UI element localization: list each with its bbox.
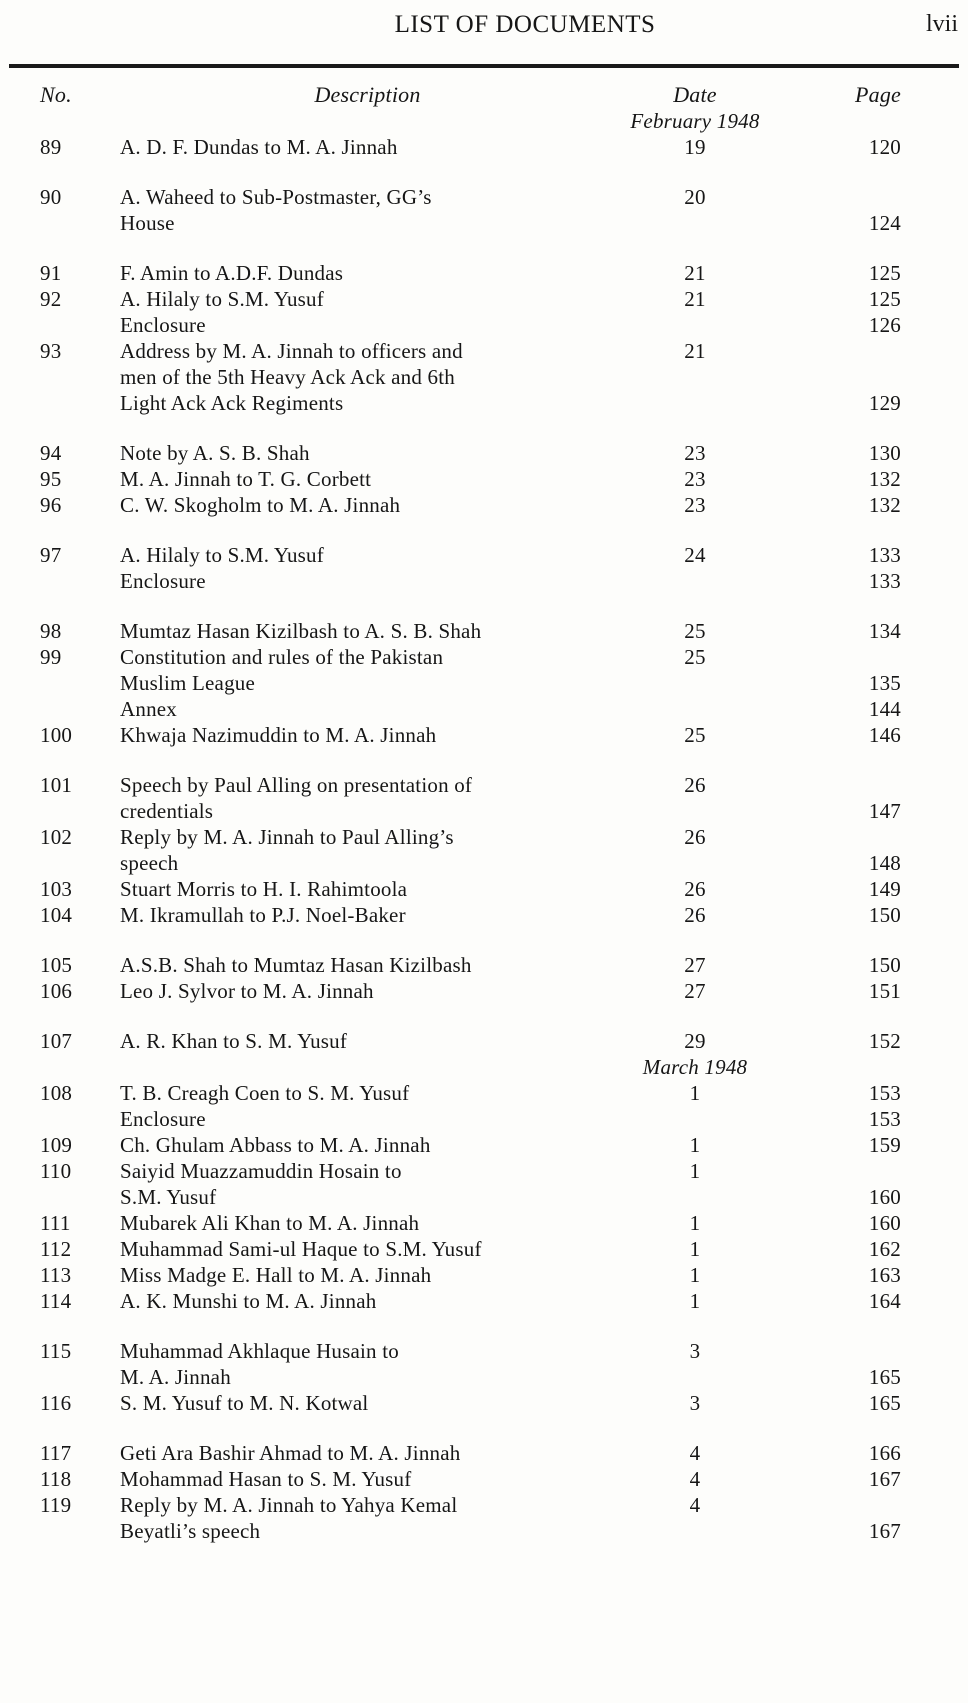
table-row-line	[0, 210, 968, 236]
table-row	[0, 1390, 968, 1416]
doc-date: 25	[684, 645, 706, 669]
month-label-spacer	[40, 1054, 120, 1080]
doc-description: Beyatli’s speech	[120, 1519, 261, 1543]
table-row-line	[0, 1440, 968, 1466]
documents-table	[0, 82, 968, 1544]
table-row-line	[0, 696, 968, 722]
doc-page-number: 167	[868, 1467, 901, 1491]
table-row-line	[0, 1080, 968, 1106]
table-row-line	[0, 286, 968, 312]
doc-number: 98	[40, 619, 62, 643]
doc-description: Stuart Morris to H. I. Rahimtoola	[120, 877, 408, 901]
doc-number	[40, 568, 120, 594]
doc-number: 97	[40, 543, 62, 567]
doc-number: 95	[40, 467, 62, 491]
doc-description: credentials	[120, 799, 214, 823]
doc-date: 23	[684, 441, 706, 465]
table-row-line	[0, 1338, 968, 1364]
column-header-date: Date	[673, 82, 717, 107]
month-label-spacer	[120, 1054, 615, 1080]
doc-number	[40, 312, 120, 338]
month-label: February 1948	[630, 109, 760, 133]
doc-date: 1	[689, 1081, 701, 1105]
doc-page-number: 165	[868, 1391, 901, 1415]
doc-date: 29	[684, 1029, 706, 1053]
doc-description: speech	[120, 851, 179, 875]
table-row	[0, 1338, 968, 1390]
doc-number	[40, 670, 120, 696]
doc-page-number	[775, 364, 915, 390]
doc-date	[615, 1106, 775, 1132]
doc-description: F. Amin to A.D.F. Dundas	[120, 261, 344, 285]
doc-description: A. Waheed to Sub-Postmaster, GG’s	[120, 185, 432, 209]
doc-description: Miss Madge E. Hall to M. A. Jinnah	[120, 1263, 432, 1287]
month-label-spacer	[775, 108, 915, 134]
doc-number: 106	[40, 979, 73, 1003]
doc-page-number: 166	[868, 1441, 901, 1465]
table-row	[0, 644, 968, 722]
table-row	[0, 466, 968, 492]
table-row-line	[0, 1288, 968, 1314]
doc-number: 118	[40, 1467, 72, 1491]
table-row-line	[0, 1106, 968, 1132]
doc-description: Muhammad Akhlaque Husain to	[120, 1339, 399, 1363]
doc-description: Enclosure	[120, 313, 206, 337]
header-rule	[9, 64, 959, 68]
doc-number: 114	[40, 1289, 72, 1313]
table-row-line	[0, 1158, 968, 1184]
table-row	[0, 1440, 968, 1466]
doc-page-number: 162	[868, 1237, 901, 1261]
doc-page-number	[775, 1338, 915, 1364]
doc-page-number: 126	[868, 313, 901, 337]
month-label-row	[0, 1054, 968, 1080]
table-row-line	[0, 850, 968, 876]
doc-number: 111	[40, 1211, 71, 1235]
doc-number	[40, 390, 120, 416]
doc-page-number: 163	[868, 1263, 901, 1287]
doc-number: 112	[40, 1237, 72, 1261]
doc-number	[40, 1518, 120, 1544]
doc-date: 4	[689, 1493, 701, 1517]
doc-description: M. Ikramullah to P.J. Noel-Baker	[120, 903, 406, 927]
doc-description: A. D. F. Dundas to M. A. Jinnah	[120, 135, 398, 159]
doc-number	[40, 850, 120, 876]
doc-page-number: 167	[868, 1519, 901, 1543]
doc-description: Enclosure	[120, 1107, 206, 1131]
doc-description: C. W. Skogholm to M. A. Jinnah	[120, 493, 401, 517]
month-label-row	[0, 108, 968, 134]
doc-description: Khwaja Nazimuddin to M. A. Jinnah	[120, 723, 437, 747]
doc-date: 1	[689, 1211, 701, 1235]
table-row	[0, 1288, 968, 1314]
doc-number: 92	[40, 287, 62, 311]
doc-page-number	[775, 772, 915, 798]
doc-number	[40, 1364, 120, 1390]
doc-date	[615, 364, 775, 390]
doc-date: 1	[689, 1159, 701, 1183]
doc-date	[615, 312, 775, 338]
doc-page-number: 147	[868, 799, 901, 823]
doc-page-number	[775, 338, 915, 364]
doc-number: 104	[40, 903, 73, 927]
doc-number: 110	[40, 1159, 72, 1183]
doc-page-number: 164	[868, 1289, 901, 1313]
doc-number: 96	[40, 493, 62, 517]
table-row-line	[0, 134, 968, 160]
table-row	[0, 876, 968, 902]
doc-description: Mumtaz Hasan Kizilbash to A. S. B. Shah	[120, 619, 482, 643]
doc-description: Constitution and rules of the Pakistan	[120, 645, 444, 669]
table-row	[0, 286, 968, 338]
doc-description: S.M. Yusuf	[120, 1185, 217, 1209]
doc-page-number	[775, 824, 915, 850]
doc-page-number	[775, 644, 915, 670]
doc-number: 99	[40, 645, 62, 669]
doc-description: Annex	[120, 697, 177, 721]
table-row-line	[0, 1210, 968, 1236]
doc-page-number: 149	[868, 877, 901, 901]
doc-page-number	[775, 1158, 915, 1184]
table-row	[0, 824, 968, 876]
doc-page-number: 150	[868, 953, 901, 977]
table-row-line	[0, 440, 968, 466]
doc-page-number: 160	[868, 1211, 901, 1235]
doc-date: 25	[684, 619, 706, 643]
doc-description: A. Hilaly to S.M. Yusuf	[120, 287, 324, 311]
doc-date: 1	[689, 1263, 701, 1287]
page-header	[0, 0, 968, 50]
table-row-line	[0, 1028, 968, 1054]
doc-description: T. B. Creagh Coen to S. M. Yusuf	[120, 1081, 410, 1105]
table-row-line	[0, 1184, 968, 1210]
doc-page-number: 125	[868, 261, 901, 285]
doc-page-number: 129	[868, 391, 901, 415]
doc-number: 94	[40, 441, 62, 465]
month-label-spacer	[120, 108, 615, 134]
table-row	[0, 952, 968, 978]
doc-date	[615, 1364, 775, 1390]
table-row	[0, 492, 968, 518]
month-label: March 1948	[642, 1055, 748, 1079]
table-row-line	[0, 1132, 968, 1158]
doc-description: Geti Ara Bashir Ahmad to M. A. Jinnah	[120, 1441, 461, 1465]
doc-number: 105	[40, 953, 73, 977]
column-header-no: No.	[40, 82, 72, 107]
doc-description: Mohammad Hasan to S. M. Yusuf	[120, 1467, 412, 1491]
table-row-line	[0, 670, 968, 696]
doc-number	[40, 364, 120, 390]
doc-number	[40, 210, 120, 236]
doc-page-number: 132	[868, 493, 901, 517]
table-row	[0, 772, 968, 824]
doc-page-number: 152	[868, 1029, 901, 1053]
table-row	[0, 260, 968, 286]
doc-date: 21	[684, 287, 706, 311]
table-row	[0, 618, 968, 644]
table-row-line	[0, 1390, 968, 1416]
doc-page-number: 165	[868, 1365, 901, 1389]
doc-date	[615, 670, 775, 696]
doc-page-number: 125	[868, 287, 901, 311]
doc-date: 24	[684, 543, 706, 567]
doc-description: Muhammad Sami-ul Haque to S.M. Yusuf	[120, 1237, 482, 1261]
doc-date	[615, 1518, 775, 1544]
doc-description: men of the 5th Heavy Ack Ack and 6th	[120, 365, 455, 389]
table-row	[0, 1492, 968, 1544]
month-label-spacer	[40, 108, 120, 134]
table-row-line	[0, 876, 968, 902]
doc-date: 26	[684, 773, 706, 797]
doc-number: 107	[40, 1029, 73, 1053]
table-row-line	[0, 1262, 968, 1288]
table-row	[0, 1028, 968, 1054]
doc-page-number: 132	[868, 467, 901, 491]
table-row-line	[0, 644, 968, 670]
doc-date	[615, 850, 775, 876]
table-header-row	[0, 82, 968, 108]
doc-page-number: 124	[868, 211, 901, 235]
table-row-line	[0, 1364, 968, 1390]
doc-date: 26	[684, 903, 706, 927]
table-row-line	[0, 902, 968, 928]
column-header-page: Page	[854, 82, 901, 107]
table-row	[0, 902, 968, 928]
doc-description: A.S.B. Shah to Mumtaz Hasan Kizilbash	[120, 953, 472, 977]
doc-date: 4	[689, 1441, 701, 1465]
doc-description: Reply by M. A. Jinnah to Paul Alling’s	[120, 825, 454, 849]
column-header-description: Description	[314, 82, 421, 107]
doc-date	[615, 1184, 775, 1210]
doc-page-number: 133	[868, 569, 901, 593]
doc-description: Address by M. A. Jinnah to officers and	[120, 339, 463, 363]
doc-date: 23	[684, 493, 706, 517]
doc-number: 102	[40, 825, 73, 849]
doc-number: 90	[40, 185, 62, 209]
table-row-line	[0, 722, 968, 748]
doc-date: 1	[689, 1289, 701, 1313]
table-row	[0, 1132, 968, 1158]
doc-date: 26	[684, 825, 706, 849]
doc-description: A. R. Khan to S. M. Yusuf	[120, 1029, 348, 1053]
table-row	[0, 978, 968, 1004]
table-row	[0, 1466, 968, 1492]
doc-page-number: 144	[868, 697, 901, 721]
doc-description: Leo J. Sylvor to M. A. Jinnah	[120, 979, 374, 1003]
doc-date: 26	[684, 877, 706, 901]
doc-description: A. K. Munshi to M. A. Jinnah	[120, 1289, 377, 1313]
table-row-line	[0, 952, 968, 978]
doc-description: M. A. Jinnah	[120, 1365, 231, 1389]
folio-page-number: lvii	[925, 11, 958, 37]
doc-date: 20	[684, 185, 706, 209]
doc-page-number: 160	[868, 1185, 901, 1209]
doc-date	[615, 568, 775, 594]
table-body	[0, 108, 968, 1544]
doc-number: 101	[40, 773, 73, 797]
table-row	[0, 338, 968, 416]
table-row-line	[0, 568, 968, 594]
doc-number: 108	[40, 1081, 73, 1105]
doc-date: 1	[689, 1237, 701, 1261]
table-row-line	[0, 978, 968, 1004]
table-row-line	[0, 542, 968, 568]
table-row	[0, 184, 968, 236]
table-row-line	[0, 618, 968, 644]
doc-date: 4	[689, 1467, 701, 1491]
table-row-line	[0, 1518, 968, 1544]
doc-date: 25	[684, 723, 706, 747]
table-row	[0, 440, 968, 466]
doc-page-number: 159	[868, 1133, 901, 1157]
doc-number	[40, 696, 120, 722]
doc-number: 100	[40, 723, 73, 747]
doc-description: Light Ack Ack Regiments	[120, 391, 344, 415]
doc-date: 23	[684, 467, 706, 491]
doc-date	[615, 696, 775, 722]
doc-page-number: 148	[868, 851, 901, 875]
table-row-line	[0, 798, 968, 824]
doc-page-number	[775, 1492, 915, 1518]
table-row-line	[0, 364, 968, 390]
doc-date: 1	[689, 1133, 701, 1157]
table-row	[0, 1080, 968, 1132]
doc-number: 89	[40, 135, 62, 159]
doc-number: 116	[40, 1391, 72, 1415]
doc-page-number: 146	[868, 723, 901, 747]
doc-date	[615, 798, 775, 824]
doc-date	[615, 390, 775, 416]
doc-page-number: 120	[868, 135, 901, 159]
doc-description: Saiyid Muazzamuddin Hosain to	[120, 1159, 402, 1183]
doc-description: Mubarek Ali Khan to M. A. Jinnah	[120, 1211, 420, 1235]
table-row-line	[0, 260, 968, 286]
doc-page-number	[775, 184, 915, 210]
doc-date: 19	[684, 135, 706, 159]
table-row-line	[0, 492, 968, 518]
doc-description: Enclosure	[120, 569, 206, 593]
table-row	[0, 722, 968, 748]
doc-description: Ch. Ghulam Abbass to M. A. Jinnah	[120, 1133, 431, 1157]
doc-number: 119	[40, 1493, 72, 1517]
table-row-line	[0, 1466, 968, 1492]
doc-page-number: 135	[868, 671, 901, 695]
doc-number: 91	[40, 261, 62, 285]
doc-page-number: 133	[868, 543, 901, 567]
doc-date	[615, 210, 775, 236]
table-row	[0, 1210, 968, 1236]
table-row-line	[0, 1492, 968, 1518]
doc-description: S. M. Yusuf to M. N. Kotwal	[120, 1391, 369, 1415]
doc-description: Reply by M. A. Jinnah to Yahya Kemal	[120, 1493, 458, 1517]
page-title: LIST OF DOCUMENTS	[394, 11, 656, 38]
month-label-spacer	[775, 1054, 915, 1080]
doc-number: 109	[40, 1133, 73, 1157]
table-row	[0, 1158, 968, 1210]
doc-number	[40, 1106, 120, 1132]
doc-page-number: 134	[868, 619, 901, 643]
table-row-line	[0, 466, 968, 492]
doc-number: 103	[40, 877, 73, 901]
table-row-line	[0, 184, 968, 210]
doc-number	[40, 798, 120, 824]
doc-page-number: 153	[868, 1081, 901, 1105]
doc-number	[40, 1184, 120, 1210]
doc-description: House	[120, 211, 175, 235]
doc-date: 21	[684, 261, 706, 285]
doc-description: Note by A. S. B. Shah	[120, 441, 310, 465]
doc-page-number: 153	[868, 1107, 901, 1131]
table-row	[0, 542, 968, 594]
doc-date: 27	[684, 953, 706, 977]
doc-page-number: 130	[868, 441, 901, 465]
table-row-line	[0, 824, 968, 850]
doc-date: 21	[684, 339, 706, 363]
doc-description: Muslim League	[120, 671, 255, 695]
table-row-line	[0, 1236, 968, 1262]
doc-number: 113	[40, 1263, 72, 1287]
doc-page-number: 150	[868, 903, 901, 927]
doc-number: 93	[40, 339, 62, 363]
doc-date: 27	[684, 979, 706, 1003]
doc-page-number: 151	[868, 979, 901, 1003]
table-row-line	[0, 390, 968, 416]
table-row-line	[0, 338, 968, 364]
doc-date: 3	[689, 1391, 701, 1415]
table-row	[0, 1262, 968, 1288]
table-row	[0, 134, 968, 160]
doc-number: 115	[40, 1339, 72, 1363]
doc-description: M. A. Jinnah to T. G. Corbett	[120, 467, 372, 491]
doc-description: Speech by Paul Alling on presentation of	[120, 773, 473, 797]
doc-description: A. Hilaly to S.M. Yusuf	[120, 543, 324, 567]
table-row	[0, 1236, 968, 1262]
table-row-line	[0, 312, 968, 338]
doc-number: 117	[40, 1441, 72, 1465]
table-row-line	[0, 772, 968, 798]
doc-date: 3	[689, 1339, 701, 1363]
